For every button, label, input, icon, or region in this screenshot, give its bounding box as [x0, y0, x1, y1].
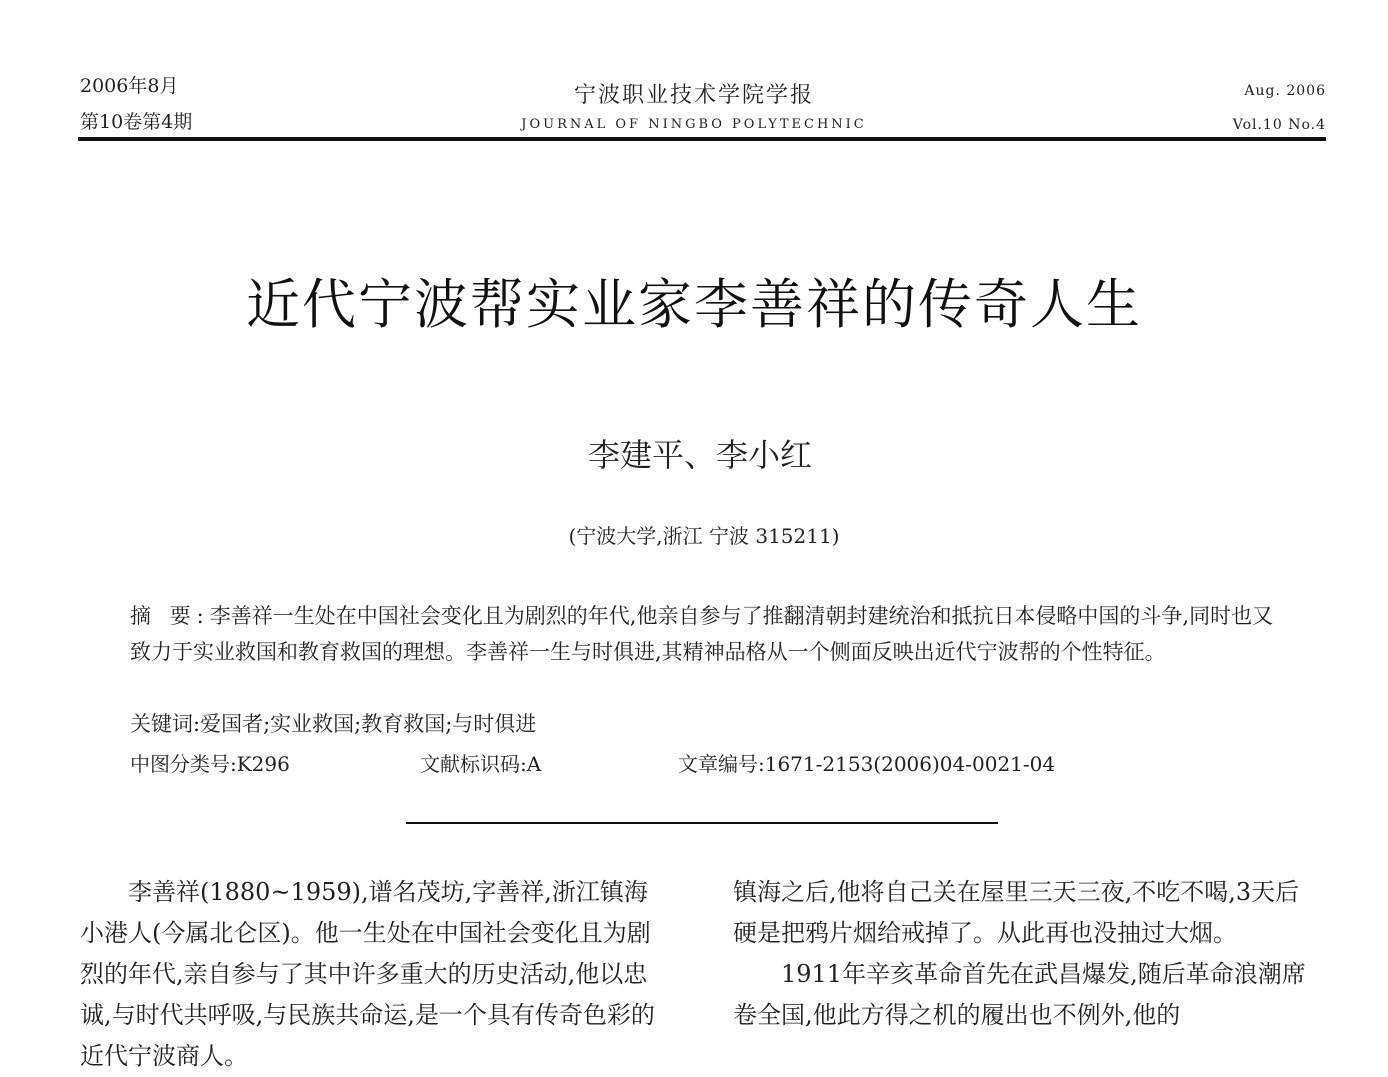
journal-name-en: JOURNAL OF NINGBO POLYTECHNIC [521, 117, 867, 132]
issue-date: 2006年8月 [80, 75, 179, 97]
body-column-right [733, 872, 1323, 1036]
body-column-left [80, 872, 670, 1077]
header-rule [78, 137, 1326, 141]
issue-info-en [1233, 74, 1326, 142]
document-code: 文献标识码:A [420, 752, 542, 776]
body-paragraph: 镇海之后,他将自己关在屋里三天三夜,不吃不喝,3天后硬是把鸦片烟给戒掉了。从此再也没抽过大烟。 [733, 878, 1300, 947]
clc-number: 中图分类号:K296 [130, 752, 290, 776]
article-id: 文章编号:1671-2153(2006)04-0021-04 [678, 752, 1056, 776]
issue-volume-en: Vol.10 No.4 [1232, 117, 1326, 133]
journal-name-cn: 宁波职业技术学院学报 [573, 83, 814, 108]
article-authors: 李建平、李小红 [587, 436, 812, 474]
abstract-text: 李善祥一生处在中国社会变化且为剧烈的年代,他亲自参与了推翻清朝封建统治和抵抗日本侵略中国的斗争,同时也又致力于实业救国和教育救国的理想。李善祥一生与时俱进,其精神品格从一个侧面反映出近代宁波帮的个性特征。 [130, 604, 1274, 664]
abstract [130, 598, 1280, 670]
body-paragraph: 李善祥(1880~1959),谱名茂坊,字善祥,浙江镇海小港人(今属北仑区)。他一生处在中国社会变化且为剧烈的年代,亲自参与了其中许多重大的历史活动,他以忠诚,与时代共呼吸,与民族共命运,是一个具有传奇色彩的近代宁波商人。 [80, 878, 655, 1070]
body-paragraph: 1911年辛亥革命首先在武昌爆发,随后革命浪潮席卷全国,他此方得之机的履出也不例外,他的 [733, 960, 1306, 1029]
keywords: 关键词:爱国者;实业救国;教育救国;与时俱进 [130, 712, 537, 736]
issue-volume: 第10卷第4期 [80, 111, 193, 133]
issue-date-en: Aug. 2006 [1244, 83, 1326, 99]
article-title: 近代宁波帮实业家李善祥的传奇人生 [246, 273, 1142, 336]
author-affiliation: (宁波大学,浙江 宁波 315211) [568, 524, 840, 548]
separator-rule [406, 822, 998, 824]
abstract-label: 摘 要: [130, 604, 210, 628]
journal-header [0, 78, 1388, 132]
